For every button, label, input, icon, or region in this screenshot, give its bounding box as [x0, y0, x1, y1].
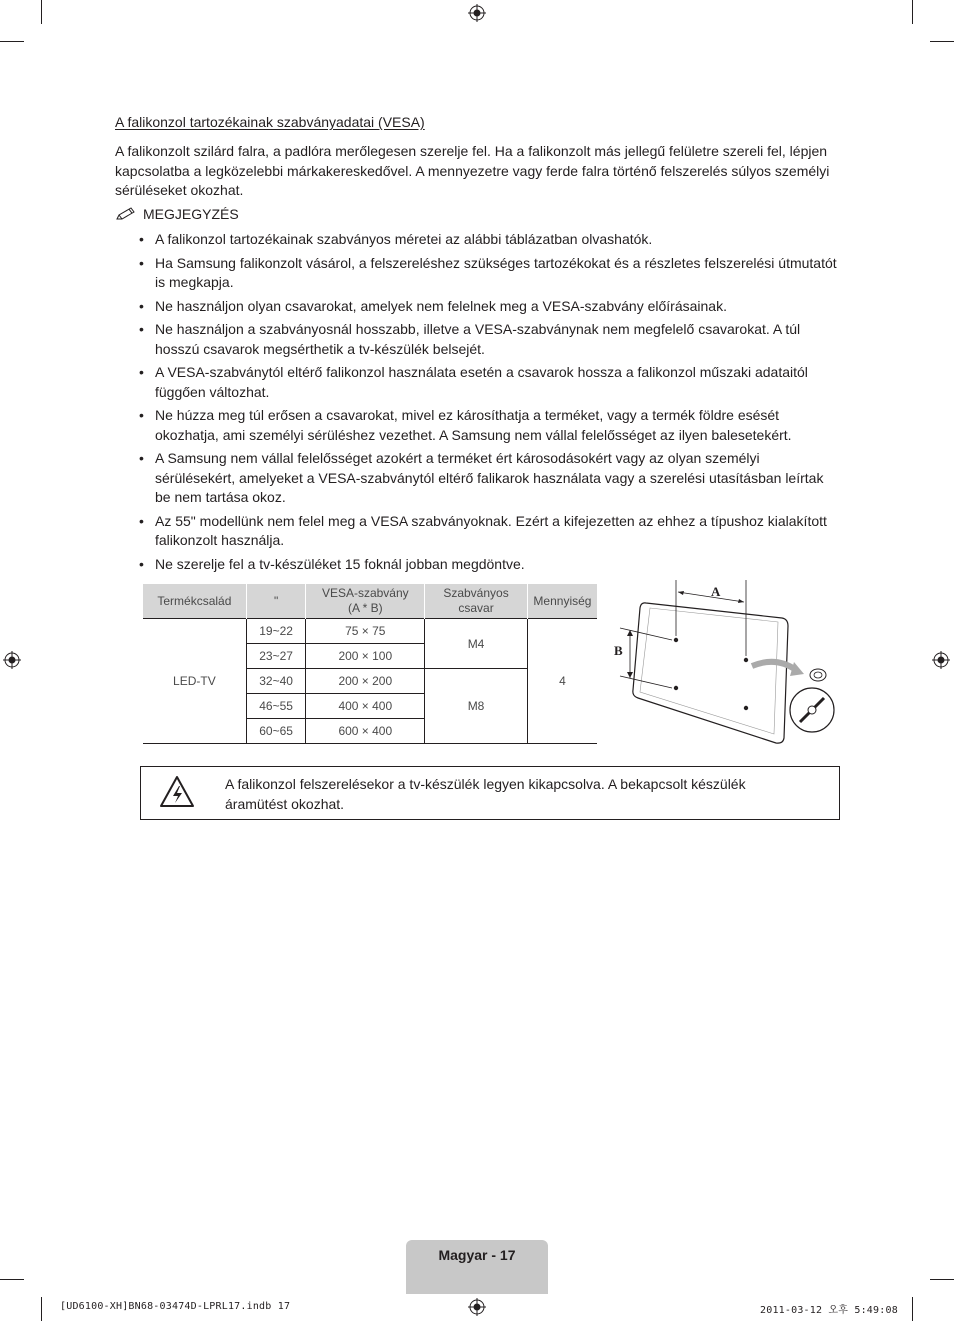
section-title: A falikonzol tartozékainak szabványadatai (VESA) — [115, 114, 425, 130]
mount-hole — [744, 706, 748, 710]
cell-vesa: 200 × 200 — [306, 669, 425, 694]
registration-mark-icon — [3, 651, 21, 669]
cell-vesa: 600 × 400 — [306, 719, 425, 744]
vesa-mount-diagram — [606, 578, 842, 748]
mount-hole — [744, 658, 748, 662]
table-row — [143, 619, 597, 644]
screw-cap — [810, 669, 826, 681]
registration-mark-icon — [468, 1298, 486, 1316]
list-item: • Ha Samsung falikonzolt vásárol, a felszereléshez szükséges tartozékokat és a részletes felszerelési útmutatót is megkapja. — [115, 254, 840, 293]
list-item: • Ne húzza meg túl erősen a csavarokat, mivel ez károsíthatja a terméket, vagy a termék földre esését okozhatja, ami személyi sérüléshez vezethet. A Samsung nem vállal felelősséget az ilyen balesetekért. — [115, 406, 840, 445]
header-family: Termékcsalád — [143, 584, 246, 619]
note-list — [115, 230, 840, 578]
pencil-icon — [115, 207, 137, 221]
crop-mark — [930, 1279, 954, 1280]
mount-hole — [674, 686, 678, 690]
table-header-row — [143, 584, 597, 619]
cell-screw: M8 — [425, 669, 528, 744]
crop-mark — [912, 1297, 913, 1321]
tv-back-panel — [633, 603, 788, 743]
header-vesa-line1: VESA-szabvány — [321, 586, 409, 600]
crop-mark — [0, 1279, 24, 1280]
intro-paragraph: A falikonzolt szilárd falra, a padlóra merőlegesen szerelje fel. Ha a falikonzolt más jellegű felületre szereli fel, lépjen kapcsolatba a legközelebbi márkakereskedővel. A mennyezetre vagy ferde falra történő felszerelés súlyos személyi sérüléseket okozhat. — [115, 143, 830, 198]
footer-timestamp: 2011-03-12 오후 5:49:08 — [760, 1305, 898, 1316]
registration-mark-icon — [468, 4, 486, 22]
crop-mark — [41, 0, 42, 24]
label-a: A — [711, 584, 721, 599]
crop-mark — [930, 41, 954, 42]
page-number-tab — [406, 1240, 548, 1294]
crop-mark — [912, 0, 913, 24]
list-item: • Ne szerelje fel a tv-készüléket 15 foknál jobban megdöntve. — [115, 555, 840, 575]
header-screw-line2: csavar — [458, 601, 494, 615]
warning-box — [140, 766, 840, 820]
electric-shock-warning-icon — [159, 775, 195, 809]
cell-vesa: 200 × 100 — [306, 644, 425, 669]
crop-mark — [41, 1297, 42, 1321]
cell-vesa: 400 × 400 — [306, 694, 425, 719]
cell-inch: 46~55 — [246, 694, 306, 719]
cell-inch: 32~40 — [246, 669, 306, 694]
page-number: Magyar - 17 — [438, 1247, 516, 1263]
cell-inch: 60~65 — [246, 719, 306, 744]
list-item: • A Samsung nem vállal felelősséget azokért a terméket ért károsodásokért vagy az olyan személyi sérülésekért, amelyeket a VESA-szabványtól eltérő falikarok használata vagy a szerelési utasításban leírtak be nem tartása okoz. — [115, 449, 840, 508]
list-item: • Az 55" modellünk nem felel meg a VESA szabványoknak. Ezért a kifejezetten az ehhez a típushoz kialakított falikonzolt használja. — [115, 512, 840, 551]
header-vesa — [306, 584, 425, 619]
list-item: • Ne használjon a szabványosnál hosszabb, illetve a VESA-szabványnak nem megfelelő csavarokat. A túl hosszú csavarok megsérthetik a tv-készülék belsejét. — [115, 320, 840, 359]
note-heading — [115, 206, 239, 222]
crop-mark — [0, 41, 24, 42]
header-screw — [425, 584, 528, 619]
cell-inch: 19~22 — [246, 619, 306, 644]
list-item: • A VESA-szabványtól eltérő falikonzol használata esetén a csavarok hossza a falikonzol műszaki adataitól függően változhat. — [115, 363, 840, 402]
note-label: MEGJEGYZÉS — [143, 206, 239, 222]
vesa-table — [143, 584, 597, 744]
label-b: B — [614, 643, 623, 658]
list-item: • Ne használjon olyan csavarokat, amelyek nem felelnek meg a VESA-szabvány előírásainak. — [115, 297, 840, 317]
header-qty: Mennyiség — [527, 584, 597, 619]
header-screw-line1: Szabványos — [443, 586, 509, 600]
cell-family: LED-TV — [143, 619, 246, 744]
header-inch: " — [246, 584, 306, 619]
cell-vesa: 75 × 75 — [306, 619, 425, 644]
header-vesa-line2: (A * B) — [347, 601, 383, 615]
list-item: • A falikonzol tartozékainak szabványos méretei az alábbi táblázatban olvashatók. — [115, 230, 840, 250]
cell-screw: M4 — [425, 619, 528, 669]
cell-quantity: 4 — [527, 619, 597, 744]
cell-inch: 23~27 — [246, 644, 306, 669]
warning-text: A falikonzol felszerelésekor a tv-készülék legyen kikapcsolva. A bekapcsolt készülék áramütést okozhat. — [225, 776, 746, 812]
footer-file: [UD6100-XH]BN68-03474D-LPRL17.indb 17 — [60, 1301, 291, 1312]
registration-mark-icon — [932, 651, 950, 669]
mount-hole — [674, 638, 678, 642]
